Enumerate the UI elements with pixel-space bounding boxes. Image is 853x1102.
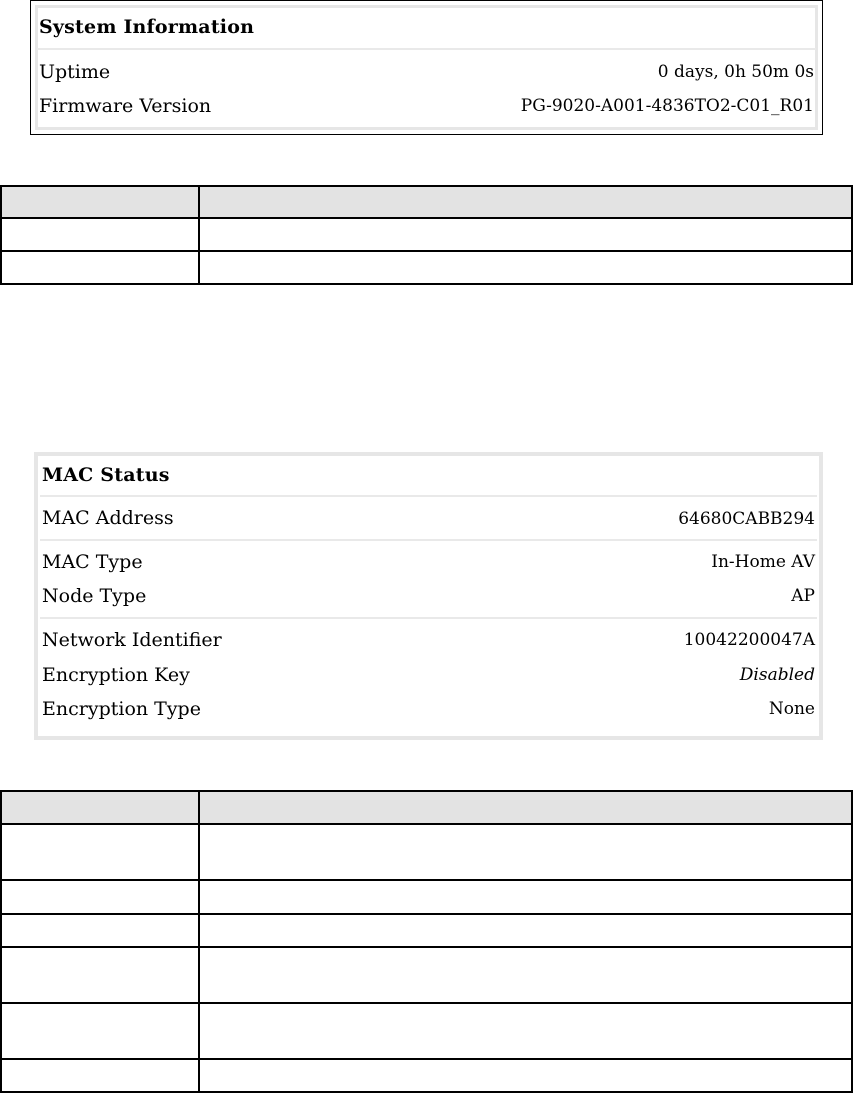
table-cell bbox=[199, 880, 852, 914]
table-cell bbox=[1, 880, 199, 914]
encryption-key-value: Disabled bbox=[739, 665, 815, 685]
network-identifier-label: Network Identifier bbox=[42, 629, 222, 651]
network-identifier-value: 10042200047A bbox=[683, 630, 815, 650]
divider bbox=[40, 539, 817, 541]
table-cell bbox=[199, 218, 852, 251]
table-row bbox=[1, 947, 852, 1003]
table-header-row bbox=[1, 791, 852, 824]
table-row bbox=[1, 914, 852, 947]
mac-address-label: MAC Address bbox=[42, 507, 174, 529]
table-cell bbox=[199, 824, 852, 880]
table-row bbox=[1, 218, 852, 251]
divider bbox=[40, 617, 817, 619]
node-type-value: AP bbox=[791, 586, 815, 606]
table-cell bbox=[1, 218, 199, 251]
system-info-description-table bbox=[0, 185, 853, 285]
mac-type-label: MAC Type bbox=[42, 551, 143, 573]
table-cell bbox=[1, 824, 199, 880]
mac-status-panel bbox=[34, 452, 823, 740]
uptime-value: 0 days, 0h 50m 0s bbox=[657, 62, 814, 82]
panel-title: System Information bbox=[39, 16, 255, 38]
mac-address-value: 64680CABB294 bbox=[678, 509, 815, 529]
divider bbox=[37, 48, 816, 50]
divider bbox=[40, 495, 817, 497]
table-header-cell bbox=[1, 791, 199, 824]
table-cell bbox=[199, 914, 852, 947]
table-cell bbox=[199, 947, 852, 1003]
table-cell bbox=[1, 251, 199, 284]
table-row bbox=[1, 824, 852, 880]
encryption-type-label: Encryption Type bbox=[42, 698, 201, 720]
table-row bbox=[1, 251, 852, 284]
table-cell bbox=[199, 251, 852, 284]
table-cell bbox=[1, 914, 199, 947]
encryption-key-label: Encryption Key bbox=[42, 664, 190, 686]
table-header-row bbox=[1, 186, 852, 218]
mac-type-value: In-Home AV bbox=[711, 552, 815, 572]
table-cell bbox=[199, 1003, 852, 1059]
system-information-panel bbox=[30, 0, 823, 135]
firmware-version-value: PG-9020-A001-4836TO2-C01_R01 bbox=[520, 96, 814, 116]
table-cell bbox=[1, 1003, 199, 1059]
table-header-cell bbox=[1, 186, 199, 218]
table-cell bbox=[199, 1059, 852, 1092]
firmware-version-label: Firmware Version bbox=[39, 95, 212, 117]
table-header-cell bbox=[199, 186, 852, 218]
encryption-type-value: None bbox=[768, 699, 815, 719]
table-row bbox=[1, 1003, 852, 1059]
table-cell bbox=[1, 947, 199, 1003]
table-row bbox=[1, 1059, 852, 1092]
node-type-label: Node Type bbox=[42, 585, 147, 607]
mac-status-description-table bbox=[0, 790, 853, 1093]
table-header-cell bbox=[199, 791, 852, 824]
table-row bbox=[1, 880, 852, 914]
panel-title: MAC Status bbox=[42, 464, 170, 486]
table-cell bbox=[1, 1059, 199, 1092]
uptime-label: Uptime bbox=[39, 61, 111, 83]
